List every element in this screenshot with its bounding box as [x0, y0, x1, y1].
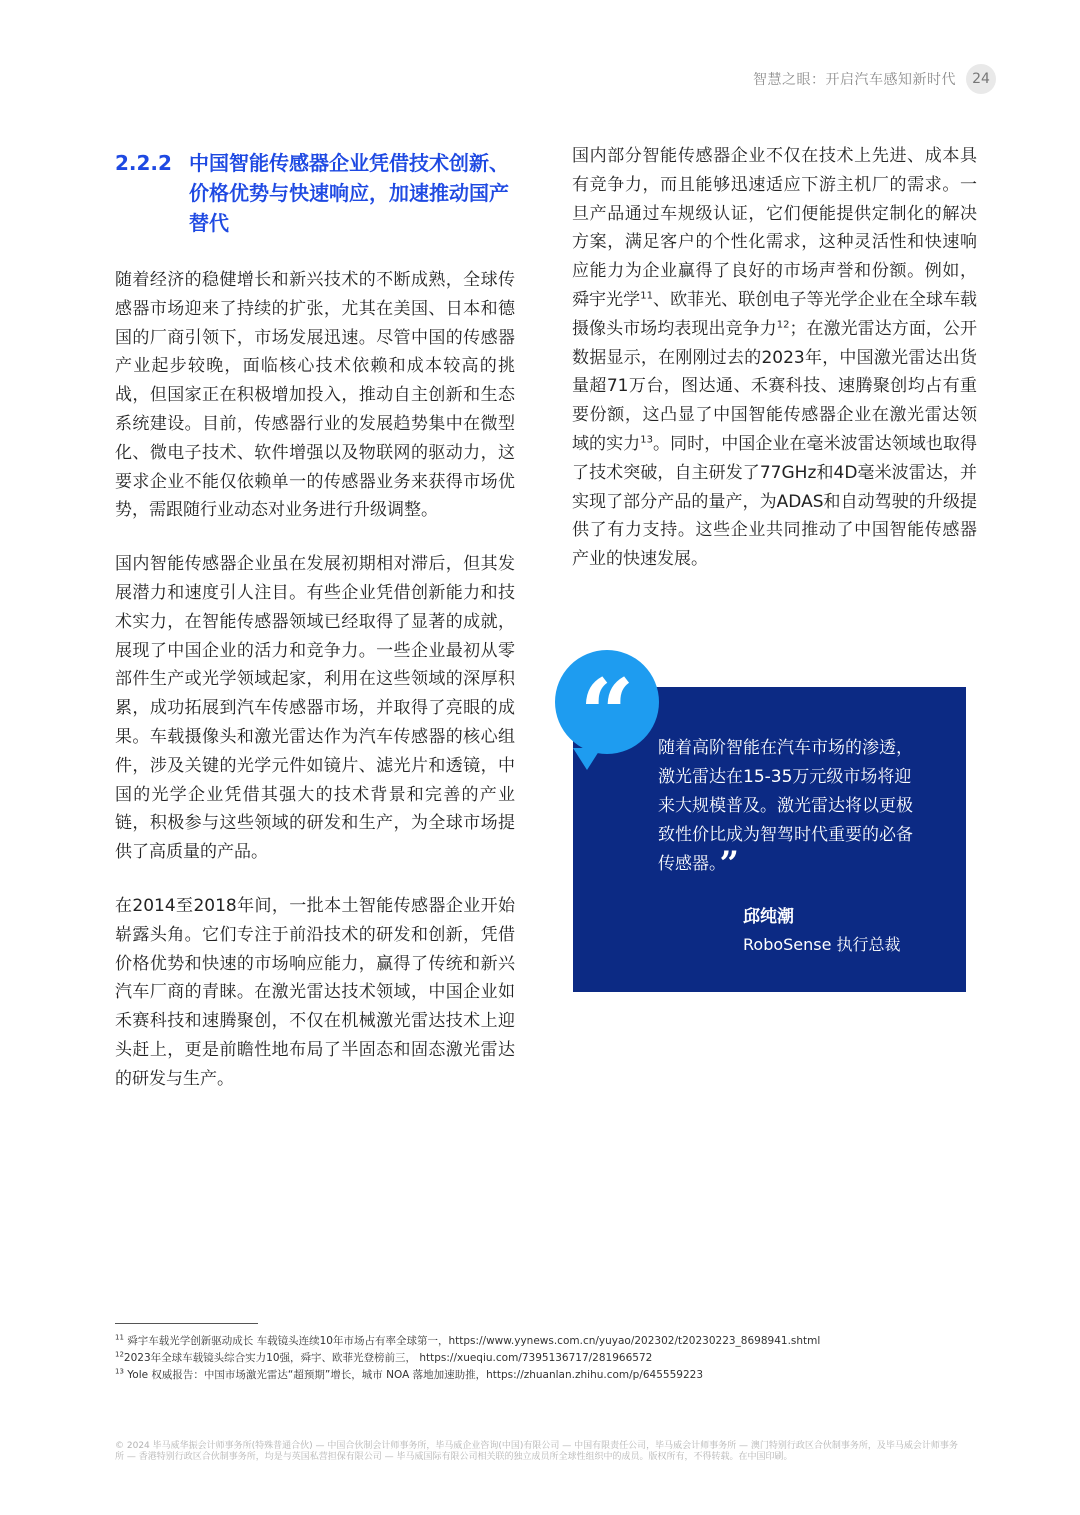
- paragraph-text: 。同时，中国企业在毫米波雷达领域也取得了技术突破，自主研发了77GHz和4D毫米波雷达，并实现了部分产品的量产，为ADAS和自动驾驶的升级提供了有力支持。这些企业共同推动了中国智能传感器产业的快速发展。: [572, 433, 978, 570]
- footnote-divider: [115, 1323, 258, 1324]
- paragraph-text: 国内部分智能传感器企业不仅在技术上先进、成本具有竞争力，而且能够迅速适应下游主机厂的需求。一旦产品通过车规级认证，它们便能提供定制化的解决方案，满足客户的个性化需求，这种灵活性和快速响应能力为企业赢得了良好的市场声誉和份额。例如，舜宇光学: [572, 146, 977, 310]
- paragraph-text: 、欧菲光、联创电子等光学企业在全球车载摄像头市场均表现出竞争力: [572, 289, 978, 339]
- quote-bubble-tail: [573, 748, 601, 770]
- pull-quote: [555, 650, 967, 995]
- right-column: [572, 148, 977, 599]
- footnote-item: [115, 1367, 975, 1384]
- quote-text: [658, 734, 923, 884]
- footnote-number: 11: [115, 1333, 124, 1342]
- footnote-item: [115, 1350, 975, 1367]
- section-heading: [115, 148, 515, 238]
- quote-author: 邱纯潮: [743, 907, 794, 927]
- body-paragraph: 随着经济的稳健增长和新兴技术的不断成熟，全球传感器市场迎来了持续的扩张，尤其在美国、日本和德国的厂商引领下，市场发展迅速。尽管中国的传感器产业起步较晚，面临核心技术依赖和成本较高的挑战，但国家正在积极增加投入，推动自主创新和生态系统建设。目前，传感器行业的发展趋势集中在微型化、微电子技术、软件增强以及物联网的驱动力，这要求企业不能仅依赖单一的传感器业务来获得市场优势，需跟随行业动态对业务进行升级调整。: [115, 270, 515, 521]
- footnote-text[interactable]: 舜宇车载光学创新驱动成长 车载镜头连续10年市场占有率全球第一，https://www.yynews.com.cn/yuyao/202302/t20230223_8698941.shtml: [127, 1335, 821, 1347]
- footnote-number: 12: [115, 1350, 124, 1359]
- body-paragraph: 在2014至2018年间，一批本土智能传感器企业开始崭露头角。它们专注于前沿技术的研发和创新，凭借价格优势和快速的市场响应能力，赢得了传统和新兴汽车厂商的青睐。在激光雷达技术领域，中国企业如禾赛科技和速腾聚创，不仅在机械激光雷达技术上迎头赶上，更是前瞻性地布局了半固态和固态激光雷达的研发与生产。: [115, 895, 515, 1089]
- footnote-ref[interactable]: 11: [640, 290, 653, 302]
- quote-bubble-icon: [555, 650, 659, 771]
- body-paragraph: [572, 142, 977, 574]
- quote-close-icon: ”: [719, 844, 740, 884]
- copyright-notice: © 2024 毕马威华振会计师事务所(特殊普通合伙) — 中国合伙制会计师事务所，毕马威企业咨询(中国)有限公司 — 中国有限责任公司，毕马威会计师事务所 — 澳门特别行政区合伙制事务所，及毕马威会计师事务所 — 香港特别行政区合伙制事务所，均是与英国私营担保有限公司 — 毕马威国际有限公司相关联的独立成员所全球性组织中的成员。版权所有，不得转载。在中国印刷。: [115, 1441, 958, 1462]
- page-header: [753, 64, 996, 94]
- footnote-text[interactable]: Yole 权威报告：中国市场激光雷达“超预期”增长，城市 NOA 落地加速助推，https://zhuanlan.zhihu.com/p/645559223: [127, 1369, 704, 1381]
- footnote-text[interactable]: 2023年全球车载镜头综合实力10强，舜宇、欧菲光登榜前三， https://xueqiu.com/7395136717/281966572: [123, 1352, 653, 1364]
- quote-body: 随着高阶智能在汽车市场的渗透，激光雷达在15-35万元级市场将迎来大规模普及。激光雷达将以更极致性价比成为智驾时代重要的必备传感器。: [658, 738, 913, 874]
- footnote-ref[interactable]: 13: [640, 434, 653, 446]
- section-number: 2.2.2: [115, 151, 172, 175]
- paragraph-text: ；在激光雷达方面，公开数据显示，在刚刚过去的2023年，中国激光雷达出货量超71万台，图达通、禾赛科技、速腾聚创均占有重要份额，这凸显了中国智能传感器企业在激光雷达领域的实力: [572, 318, 978, 454]
- footnote-ref[interactable]: 12: [776, 319, 790, 331]
- quote-open-icon: “: [579, 658, 635, 771]
- footnotes: [115, 1333, 975, 1384]
- quote-role: RoboSense 执行总裁: [743, 935, 901, 954]
- left-column: [115, 148, 515, 1119]
- footnote-number: 13: [115, 1367, 124, 1376]
- header-title: 智慧之眼：开启汽车感知新时代: [753, 72, 956, 88]
- page-number: 24: [966, 64, 996, 94]
- section-title: 中国智能传感器企业凭借技术创新、价格优势与快速响应，加速推动国产替代: [189, 151, 509, 235]
- footnote-item: [115, 1333, 975, 1350]
- body-paragraph: 国内智能传感器企业虽在发展初期相对滞后，但其发展潜力和速度引人注目。有些企业凭借创新能力和技术实力，在智能传感器领域已经取得了显著的成就，展现了中国企业的活力和竞争力。一些企业最初从零部件生产或光学领域起家，利用在这些领域的深厚积累，成功拓展到汽车传感器市场，并取得了亮眼的成果。车载摄像头和激光雷达作为汽车传感器的核心组件，涉及关键的光学元件如镜片、滤光片和透镜，中国的光学企业凭借其强大的技术背景和完善的产业链，积极参与这些领域的研发和生产，为全球市场提供了高质量的产品。: [115, 554, 515, 863]
